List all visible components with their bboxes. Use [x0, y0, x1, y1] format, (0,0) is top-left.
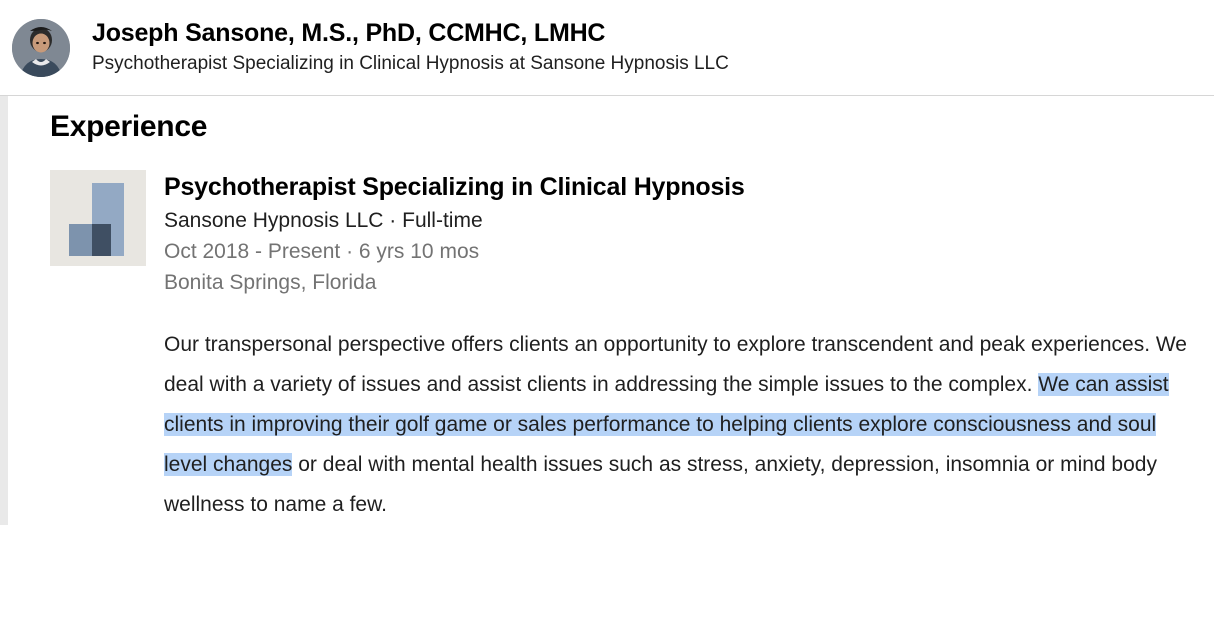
profile-sticky-header [0, 0, 1214, 96]
job-description [164, 325, 1192, 525]
job-company: Sansone Hypnosis LLC · Full-time [164, 209, 483, 232]
experience-entry-details [164, 170, 1192, 525]
experience-section [0, 96, 1214, 525]
job-dates: Oct 2018 - Present · 6 yrs 10 mos [164, 240, 480, 263]
job-title[interactable]: Psychotherapist Specializing in Clinical Hypnosis [164, 173, 745, 201]
profile-body [0, 96, 1214, 525]
experience-entry [50, 170, 1192, 525]
left-rail-divider [0, 96, 8, 525]
job-location: Bonita Springs, Florida [164, 271, 377, 294]
profile-headline: Psychotherapist Specializing in Clinical Hypnosis at Sansone Hypnosis LLC [92, 53, 729, 74]
job-description-part2: or deal with mental health issues such as stress, anxiety, depression, insomnia or mind body wellness to name a few. [164, 453, 1157, 516]
job-description-highlight[interactable]: We can assist clients in improving their golf game or sales performance to helping clients explore consciousness and soul level changes [164, 373, 1169, 476]
job-description-part1: Our transpersonal perspective offers clients an opportunity to explore transcendent and peak experiences. We deal with a variety of issues and assist clients in addressing the simple issues to the complex. [164, 333, 1187, 396]
header-text-block [92, 17, 729, 78]
avatar[interactable] [12, 19, 70, 77]
profile-name: Joseph Sansone, M.S., PhD, CCMHC, LMHC [92, 19, 606, 47]
company-logo-icon[interactable] [50, 170, 146, 266]
logo-shape-small [69, 224, 94, 257]
page-title: Experience [50, 110, 208, 143]
logo-shape-dark [92, 224, 111, 257]
